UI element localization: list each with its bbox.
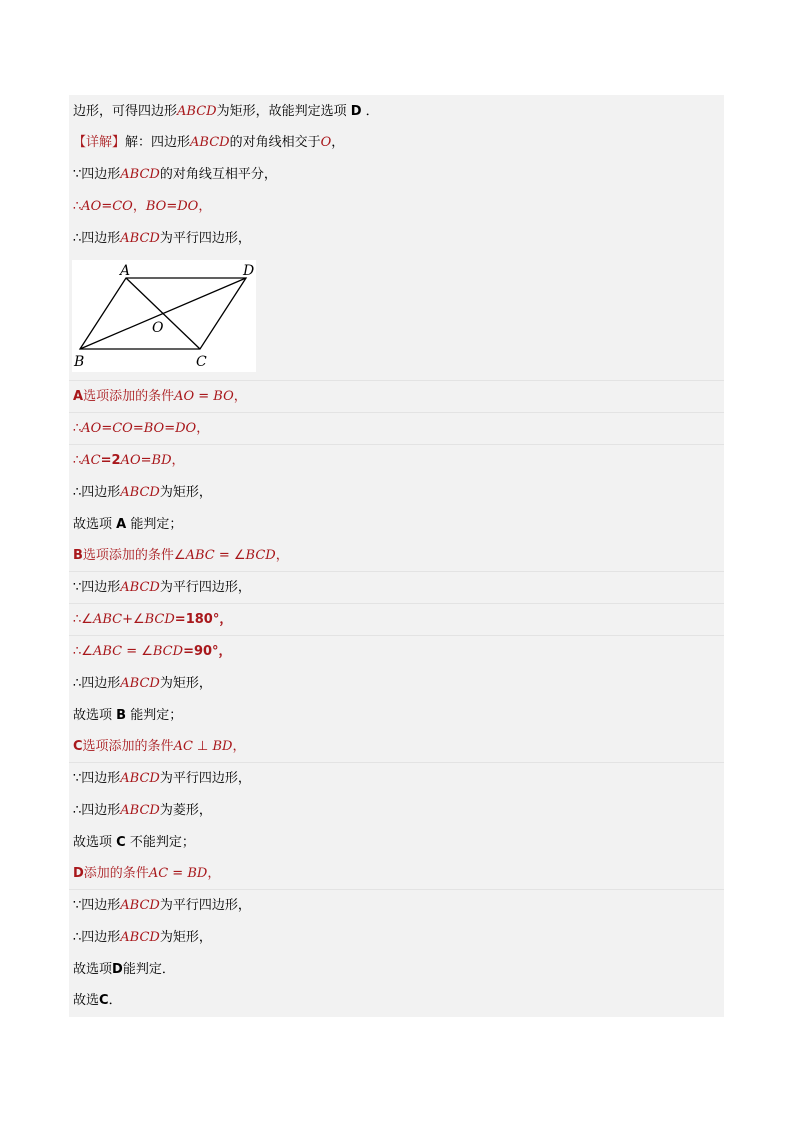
text: 为平行四边形， [159, 771, 251, 786]
text: =2 [100, 453, 121, 468]
text: ∴四边形 [73, 930, 121, 945]
option-letter: B [116, 708, 127, 723]
math: CO [112, 421, 133, 436]
math: ABC [92, 612, 123, 627]
text: ⊥ [192, 739, 213, 754]
math: BD [212, 739, 233, 754]
text: ∴ [73, 199, 82, 214]
text: ∴四边形 [73, 676, 121, 691]
divider [69, 603, 724, 604]
math: AO [81, 421, 102, 436]
text: 为平行四边形， [159, 580, 251, 595]
math: O [320, 135, 332, 150]
text: =90°， [183, 644, 232, 659]
text: 为矩形，故能判定选项 [216, 104, 347, 119]
text: ． [365, 104, 379, 119]
math: BO [145, 199, 167, 214]
divider [69, 571, 724, 572]
text-line-12 [73, 609, 232, 631]
option-letter: A [73, 389, 84, 404]
divider [69, 444, 724, 445]
text: 故选 [73, 993, 100, 1008]
math: CO [112, 199, 133, 214]
math: ABCD [120, 898, 160, 913]
math: AO [120, 453, 141, 468]
text-line-2 [73, 164, 277, 186]
text: ， [331, 135, 345, 150]
text: ∵四边形 [73, 580, 121, 595]
text: 解：四边形 [125, 135, 191, 150]
diagonal-bd [80, 278, 246, 349]
text: ， [198, 199, 212, 214]
math: AO [174, 389, 195, 404]
text: ∴ [73, 453, 82, 468]
text: ， [207, 866, 221, 881]
option-letter: C [116, 835, 126, 850]
text-line-7 [73, 450, 185, 472]
text: = [140, 453, 152, 468]
text-line-8 [73, 482, 212, 504]
divider [69, 762, 724, 763]
math: BO [213, 389, 234, 404]
math: AO [81, 199, 102, 214]
text: ． [108, 993, 122, 1008]
text: +∠ [122, 612, 145, 627]
text: 选项添加的条件∠ [82, 548, 186, 563]
math: ABCD [120, 231, 160, 246]
option-letter: B [73, 548, 83, 563]
text-line-10 [73, 545, 289, 567]
center-label-o: O [152, 320, 164, 336]
text-line-19 [73, 832, 195, 854]
text: ， [196, 421, 210, 436]
text: = [168, 866, 188, 881]
vertex-label-a: A [120, 263, 131, 279]
vertex-label-d: D [243, 263, 255, 279]
text: = ∠ [122, 644, 153, 659]
math: AC [173, 739, 193, 754]
text: 能判定； [130, 517, 183, 532]
text-line-0 [73, 101, 379, 123]
text-line-9 [73, 514, 182, 536]
math: ABCD [120, 485, 160, 500]
text: 边形，可得四边形 [73, 104, 178, 119]
text-line-16 [73, 736, 246, 758]
text-line-4 [73, 228, 251, 250]
text: = [101, 421, 113, 436]
math: BO [143, 421, 165, 436]
divider [69, 412, 724, 413]
text: =180°， [174, 612, 233, 627]
text: 为平行四边形， [159, 231, 251, 246]
math: AC [81, 453, 101, 468]
text: 故选项 [73, 962, 113, 977]
text: = ∠ [214, 548, 246, 563]
math: DO [175, 421, 197, 436]
answer-letter: C [99, 993, 109, 1008]
text: 能判定． [122, 962, 175, 977]
math: BCD [152, 644, 184, 659]
text-line-17 [73, 768, 251, 790]
text: 能判定； [130, 708, 183, 723]
text: ∵四边形 [73, 167, 121, 182]
option-letter: C [73, 739, 83, 754]
text: = [101, 199, 113, 214]
math: ABCD [190, 135, 230, 150]
text-line-11 [73, 577, 251, 599]
text: ∴四边形 [73, 803, 121, 818]
vertex-label-b: B [74, 354, 85, 370]
detail-heading: 【详解】 [73, 135, 126, 150]
option-letter: A [116, 517, 127, 532]
text: ∵四边形 [73, 898, 121, 913]
text: ， [232, 739, 246, 754]
text: 不能判定； [129, 835, 195, 850]
text-line-20 [73, 863, 220, 885]
text-line-6 [73, 418, 209, 440]
text: ∴ [73, 421, 82, 436]
text: 故选项 [73, 517, 113, 532]
text: 为矩形， [159, 930, 212, 945]
text-line-21 [73, 895, 251, 917]
text: ∵四边形 [73, 771, 121, 786]
text-line-3 [73, 196, 211, 218]
text: ， [171, 453, 185, 468]
text: 为平行四边形， [159, 898, 251, 913]
divider [69, 380, 724, 381]
math: BD [151, 453, 172, 468]
math: ABCD [120, 803, 160, 818]
math: ABCD [120, 676, 160, 691]
text: 的对角线互相平分， [159, 167, 277, 182]
text: 为矩形， [159, 676, 212, 691]
math: ABCD [120, 771, 160, 786]
math: ABCD [120, 930, 160, 945]
math: ABCD [177, 104, 217, 119]
parallelogram-figure [72, 260, 256, 372]
math: AC [148, 866, 169, 881]
option-letter: D [73, 866, 84, 881]
text: 选项添加的条件 [82, 739, 174, 754]
text: 选项添加的条件 [83, 389, 175, 404]
divider [69, 635, 724, 636]
text: ， [233, 389, 247, 404]
text: = [132, 421, 144, 436]
text: 添加的条件 [83, 866, 149, 881]
option-letter: D [112, 962, 123, 977]
vertex-label-c: C [196, 354, 207, 370]
math: ABCD [120, 580, 160, 595]
text: 故选项 [73, 708, 113, 723]
text: ， [275, 548, 289, 563]
parallelogram-diagram [72, 260, 256, 372]
text-line-18 [73, 800, 212, 822]
text: = [164, 421, 176, 436]
math: BCD [245, 548, 276, 563]
text: 为菱形， [159, 803, 212, 818]
math: DO [177, 199, 199, 214]
text: ∴四边形 [73, 485, 121, 500]
math: ABC [185, 548, 215, 563]
math: BD [187, 866, 208, 881]
text: 的对角线相交于 [229, 135, 321, 150]
text-line-22 [73, 927, 212, 949]
math: ABC [92, 644, 123, 659]
text: ∴∠ [73, 612, 93, 627]
divider [69, 889, 724, 890]
text-line-15 [73, 705, 182, 727]
math: BCD [144, 612, 175, 627]
text-line-23 [73, 959, 175, 981]
text: = [166, 199, 178, 214]
text: = [194, 389, 214, 404]
text: ∴∠ [73, 644, 93, 659]
math: ABCD [120, 167, 160, 182]
text: ∴四边形 [73, 231, 121, 246]
text-line-5 [73, 386, 247, 408]
text: ， [132, 199, 146, 214]
text-line-24 [73, 990, 122, 1012]
text-line-1 [73, 132, 344, 154]
option-letter: D [350, 104, 362, 119]
text: 为矩形， [159, 485, 212, 500]
text-line-14 [73, 673, 212, 695]
text-line-13 [73, 641, 232, 663]
text: 故选项 [73, 835, 113, 850]
